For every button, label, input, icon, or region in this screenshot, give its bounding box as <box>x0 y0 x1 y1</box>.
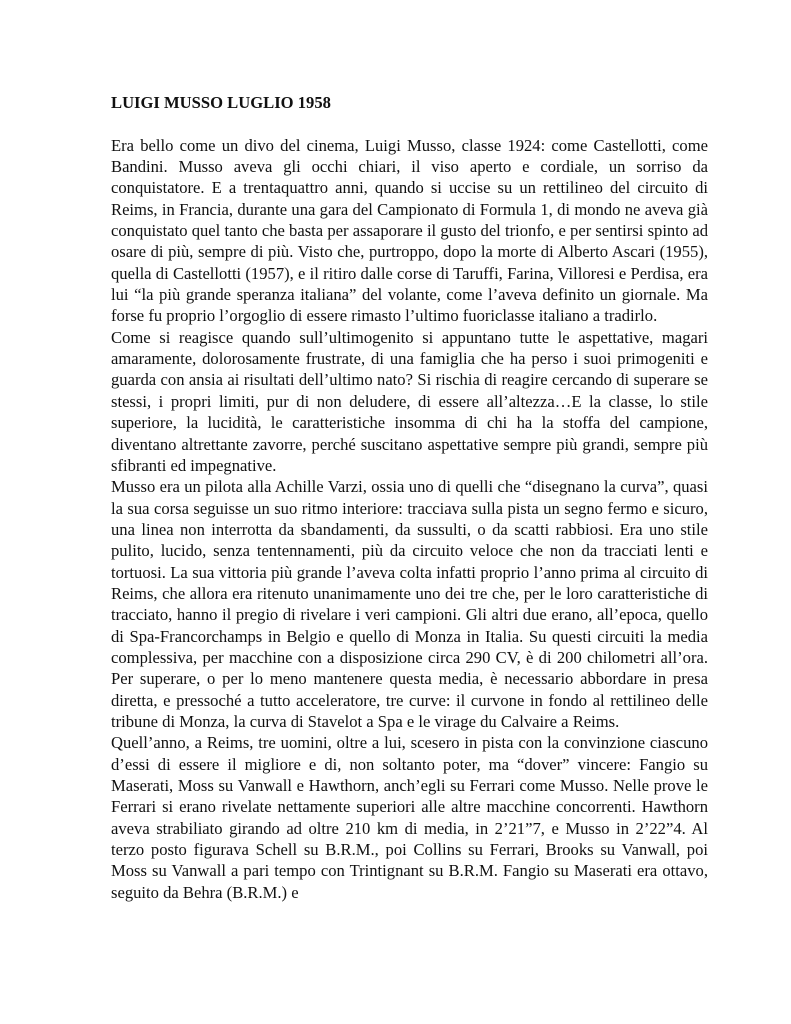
paragraph-1: Era bello come un divo del cinema, Luigi Musso, classe 1924: come Castellotti, come Bandini. Musso aveva gli occhi chiari, il viso aperto e cordiale, un sorriso da conquistatore. E a trentaquattro anni, quando si uccise su un rettilineo del circuito di Reims, in Francia, durante una gara del Campionato di Formula 1, di mondo ne aveva già conquistato quel tanto che basta per assaporare il gusto del trionfo, e per sentirsi spinto ad osare di più, sempre di più. Visto che, purtroppo, dopo la morte di Alberto Ascari (1955), quella di Castellotti (1957), e il ritiro dalle corse di Taruffi, Farina, Villoresi e Perdisa, era lui “la più grande speranza italiana” del volante, come l’aveva definito un giornale. Ma forse fu proprio l’orgoglio di essere rimasto l’ultimo fuoriclasse italiano a tradirlo. <box>111 135 708 326</box>
document-title: LUIGI MUSSO LUGLIO 1958 <box>111 93 331 112</box>
paragraph-2: Come si reagisce quando sull’ultimogenito si appuntano tutte le aspettative, magari amaramente, dolorosamente frustrate, di una famiglia che ha perso i suoi primogeniti e guarda con ansia ai risultati dell’ultimo nato? Si rischia di reagire cercando di superare se stessi, i propri limiti, pur di non deludere, di essere all’altezza…E la classe, lo stile superiore, la lucidità, le caratteristiche insomma di chi ha la stoffa del campione, diventano altrettante zavorre, perché suscitano aspettative sempre più grandi, sempre più sfibranti ed impegnative. <box>111 327 708 475</box>
paragraph-4: Quell’anno, a Reims, tre uomini, oltre a lui, scesero in pista con la convinzione ciascuno d’essi di essere il migliore e di, non soltanto poter, ma “dover” vincere: Fangio su Maserati, Moss su Vanwall e Hawthorn, anch’egli su Ferrari come Musso. Nelle prove le Ferrari si erano rivelate nettamente superiori alle altre macchine concorrenti. Hawthorn aveva strabiliato girando ad oltre 210 km di media, in 2’21”7, e Musso in 2’22”4. Al terzo posto figurava Schell su B.R.M., poi Collins su Ferrari, Brooks su Vanwall, poi Moss su Vanwall a pari tempo con Trintignant su B.R.M. Fangio su Maserati era ottavo, seguito da Behra (B.R.M.) e <box>111 733 708 902</box>
paragraph-3: Musso era un pilota alla Achille Varzi, ossia uno di quelli che “disegnano la curva”, quasi la sua corsa seguisse un suo ritmo interiore: tracciava sulla pista un segno fermo e sicuro, una linea non interrotta da sbandamenti, da sussulti, o da scatti rabbiosi. Era uno stile pulito, lucido, senza tentennamenti, più da circuito veloce che non da tracciati lenti e tortuosi. La sua vittoria più grande l’aveva colta infatti proprio l’anno prima al circuito di Reims, che allora era ritenuto unanimamente uno dei tre che, per le loro caratteristiche di tracciato, hanno il pregio di rivelare i veri campioni. Gli altri due erano, all’epoca, quello di Spa-Francorchamps in Belgio e quello di Monza in Italia. Su questi circuiti la media complessiva, per macchine con a disposizione circa 290 CV, è di 200 chilometri all’ora. Per superare, o per lo meno mantenere questa media, è necessario abbordare in presa diretta, e pressoché a tutto acceleratore, tre curve: il curvone in fondo al rettilineo delle tribune di Monza, la curva di Stavelot a Spa e le virage du Calvaire a Reims. <box>111 477 708 731</box>
document-body <box>111 92 708 903</box>
